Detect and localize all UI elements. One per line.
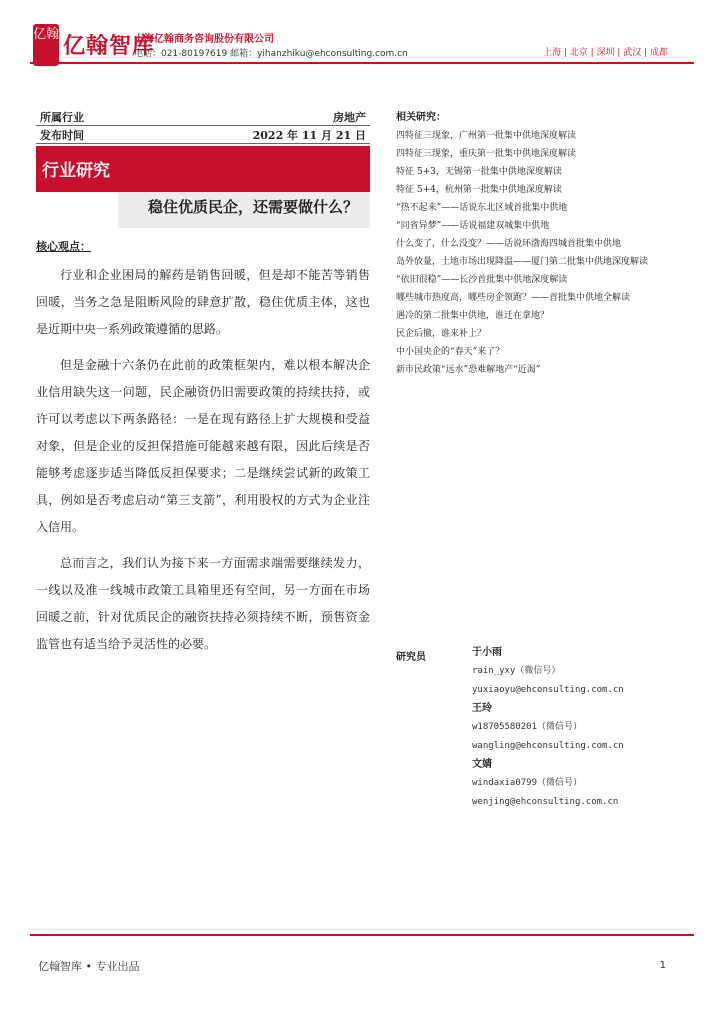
related-item[interactable]: “同省异梦”——话说福建双城集中供地 [396, 221, 550, 231]
core-views-body [36, 262, 370, 667]
report-banner [36, 146, 370, 228]
researcher-name: 文婧 [472, 759, 492, 770]
company-name: 上海亿翰商务咨询股份有限公司 [134, 34, 274, 45]
related-item[interactable]: 哪些城市热度高，哪些房企领跑？——首批集中供地全解读 [396, 293, 631, 303]
related-item[interactable]: 特征 5+3，无锡第一批集中供地深度解读 [396, 167, 562, 177]
page-number: 1 [659, 960, 666, 971]
related-item[interactable]: 中小国央企的“春天”来了？ [396, 347, 505, 357]
office-cities: 上海 | 北京 | 深圳 | 武汉 | 成都 [542, 48, 668, 58]
report-title: 稳住优质民企，还需要做什么？ [147, 198, 358, 216]
researcher-email[interactable]: yuxiaoyu@ehconsulting.com.cn [472, 685, 624, 695]
contact-info: 电话：021-80197619 邮箱：yihanzhiku@ehconsulting.com.cn [134, 49, 408, 59]
page-header [0, 0, 724, 72]
related-item[interactable]: 什么变了，什么没变？——话说环渤海四城首批集中供地 [396, 239, 622, 249]
related-item[interactable]: “热不起来”——话说东北区域首批集中供地 [396, 203, 568, 213]
researcher-wechat: windaxia0799（微信号） [472, 778, 583, 788]
report-meta [36, 108, 370, 144]
logo-icon: 亿翰 [33, 24, 59, 66]
logo-text: 亿翰智库 [63, 34, 156, 59]
paragraph: 总而言之，我们认为接下来一方面需求端需要继续发力，一线以及准一线城市政策工具箱里还有空间，另一方面在市场回暖之前，针对优质民企的融资扶持必须持续不断，预售资金监管也有适当给予灵活性的必要。 [36, 556, 370, 651]
industry-row [36, 108, 370, 126]
date-label: 发布时间 [40, 129, 84, 142]
paragraph: 但是金融十六条仍在此前的政策框架内，难以根本解决企业信用缺失这一问题，民企融资仍旧需要政策的持续扶持，或许可以考虑以下两条路径：一是在现有路径上扩大规模和受益对象，但是企业的反担保措施可能越来越有限，因此后续是否能够考虑逐步适当降低反担保要求；二是继续尝试新的政策工具，例如是否考虑启动“第三支箭”，利用股权的方式为企业注入信用。 [36, 358, 370, 534]
researcher-wechat: rain_yxy（微信号） [472, 666, 561, 676]
related-item[interactable]: 四特征三现象，重庆第一批集中供地深度解读 [396, 149, 577, 159]
researchers-label: 研究员 [396, 652, 426, 663]
related-item[interactable]: 遇冷的第二批集中供地，谁迁在拿地？ [396, 311, 550, 321]
footer-divider [30, 934, 694, 936]
related-item[interactable]: 特征 5+4，杭州第一批集中供地深度解读 [396, 185, 562, 195]
researchers-list [472, 644, 696, 812]
report-category: 行业研究 [42, 161, 110, 181]
researcher-wechat: w18705580201（微信号） [472, 722, 583, 732]
industry-value: 房地产 [333, 111, 366, 124]
related-research [396, 108, 696, 379]
date-row [36, 126, 370, 144]
header-divider [30, 62, 694, 64]
core-views-heading: 核心观点： [36, 240, 91, 253]
related-item[interactable]: 新市民政策“远水”恐难解地产“近渴” [396, 365, 541, 375]
related-research-heading: 相关研究： [396, 112, 446, 123]
researcher-email[interactable]: wangling@ehconsulting.com.cn [472, 741, 624, 751]
researcher-name: 王玲 [472, 703, 492, 714]
related-item[interactable]: 岛外放量，土地市场出现降温——厦门第二批集中供地深度解读 [396, 257, 649, 267]
related-item[interactable]: 四特征三现象，广州第一批集中供地深度解读 [396, 131, 577, 141]
researcher-name: 于小雨 [472, 647, 502, 658]
related-item[interactable]: 民企后撤，谁来补上？ [396, 329, 487, 339]
related-item[interactable]: “依旧很稳”——长沙首批集中供地深度解读 [396, 275, 568, 285]
footer-brand: 亿翰智库 • 专业出品 [38, 960, 140, 973]
paragraph: 行业和企业困局的解药是销售回暖，但是却不能苦等销售回暖，当务之急是阻断风险的肆意扩散，稳住优质主体，这也是近期中央一系列政策遵循的思路。 [36, 268, 370, 336]
industry-label: 所属行业 [40, 111, 84, 124]
date-value: 2022 年 11 月 21 日 [252, 129, 366, 142]
researcher-email[interactable]: wenjing@ehconsulting.com.cn [472, 797, 619, 807]
